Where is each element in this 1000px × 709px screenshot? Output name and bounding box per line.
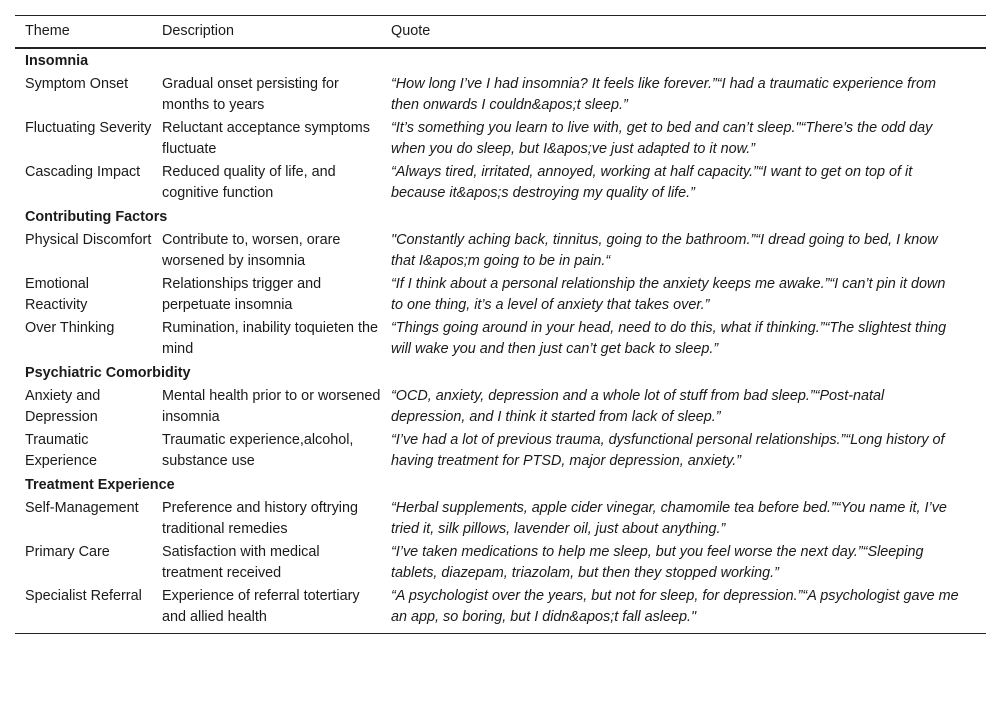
table-row [15, 317, 986, 361]
description-cell: Experience of referral totertiary and allied health [162, 588, 360, 625]
theme-cell: Symptom Onset [25, 76, 129, 92]
description-cell: Reduced quality of life, and cognitive function [162, 164, 336, 201]
theme-cell: Self-Management [25, 500, 139, 516]
header-quote: Quote [391, 23, 431, 39]
description-cell: Contribute to, worsen, orare worsened by insomnia [162, 232, 341, 269]
theme-cell: Traumatic Experience [25, 432, 97, 469]
table-row [15, 229, 986, 273]
table-row [15, 117, 986, 161]
section-row [15, 48, 986, 73]
quote-cell: “It’s something you learn to live with, get to bed and can’t sleep."“There’s the odd day when you do sleep, but I&apos;ve just adapted to it now.” [391, 120, 933, 157]
quote-cell: "Constantly aching back, tinnitus, going to the bathroom.”“I dread going to bed, I know that I&apos;m going to be in pain.“ [391, 232, 938, 269]
table-container [15, 15, 986, 634]
quote-cell: “Things going around in your head, need to do this, what if thinking.”“The slightest thing will wake you and then just can’t get back to sleep.” [391, 320, 947, 357]
description-cell: Traumatic experience,alcohol, substance use [162, 432, 354, 469]
section-title: Insomnia [25, 53, 89, 69]
section-title: Psychiatric Comorbidity [25, 365, 191, 381]
theme-cell: Emotional Reactivity [25, 276, 89, 313]
quote-cell: “Always tired, irritated, annoyed, working at half capacity.”“I want to get on top of it because it&apos;s destroying my quality of life.” [391, 164, 913, 201]
quote-cell: “OCD, anxiety, depression and a whole lot of stuff from bad sleep.”“Post-natal depression, and I think it started from lack of sleep.” [391, 388, 885, 425]
quote-cell: “I’ve taken medications to help me sleep, but you feel worse the next day.”“Sleeping tablets, diazepam, triazolam, but then they stopped working.” [391, 544, 924, 581]
quote-cell: “If I think about a personal relationship the anxiety keeps me awake.”“I can’t pin it down to one thing, it’s a level of anxiety that takes over.” [391, 276, 946, 313]
quote-cell: “I’ve had a lot of previous trauma, dysfunctional personal relationships.”“Long history of having treatment for PTSD, major depression, anxiety.” [391, 432, 945, 469]
theme-cell: Anxiety and Depression [25, 388, 101, 425]
description-cell: Relationships trigger and perpetuate insomnia [162, 276, 322, 313]
quote-cell: “Herbal supplements, apple cider vinegar, chamomile tea before bed.”“You name it, I’ve tried it, silk pillows, lavender oil, just about anything.” [391, 500, 947, 537]
table-row [15, 497, 986, 541]
description-cell: Satisfaction with medical treatment received [162, 544, 320, 581]
theme-cell: Specialist Referral [25, 588, 142, 604]
quote-cell: “A psychologist over the years, but not for sleep, for depression.”“A psychologist gave me an app, so boring, but I didn&apos;t fall asleep." [391, 588, 959, 625]
section-row [15, 205, 986, 229]
table-row [15, 429, 986, 473]
description-cell: Mental health prior to or worsened insomnia [162, 388, 381, 425]
header-theme: Theme [25, 23, 70, 39]
description-cell: Rumination, inability toquieten the mind [162, 320, 378, 357]
description-cell: Gradual onset persisting for months to years [162, 76, 339, 113]
section-title: Contributing Factors [25, 209, 168, 225]
header-description: Description [162, 23, 234, 39]
description-cell: Reluctant acceptance symptoms fluctuate [162, 120, 370, 157]
theme-cell: Cascading Impact [25, 164, 141, 180]
quote-cell: “How long I’ve I had insomnia? It feels like forever.”“I had a traumatic experience from then onwards I couldn&apos;t sleep.” [391, 76, 936, 113]
header-row [15, 16, 986, 49]
theme-cell: Physical Discomfort [25, 232, 152, 248]
table-row [15, 273, 986, 317]
description-cell: Preference and history oftrying traditional remedies [162, 500, 358, 537]
table-row [15, 385, 986, 429]
table-row [15, 161, 986, 205]
table-row [15, 585, 986, 634]
theme-cell: Fluctuating Severity [25, 120, 152, 136]
themes-table [15, 15, 986, 634]
table-header [15, 16, 986, 49]
section-row [15, 361, 986, 385]
table-row [15, 541, 986, 585]
table-row [15, 73, 986, 117]
section-title: Treatment Experience [25, 477, 175, 493]
table-body [15, 48, 986, 634]
section-row [15, 473, 986, 497]
theme-cell: Over Thinking [25, 320, 115, 336]
theme-cell: Primary Care [25, 544, 110, 560]
